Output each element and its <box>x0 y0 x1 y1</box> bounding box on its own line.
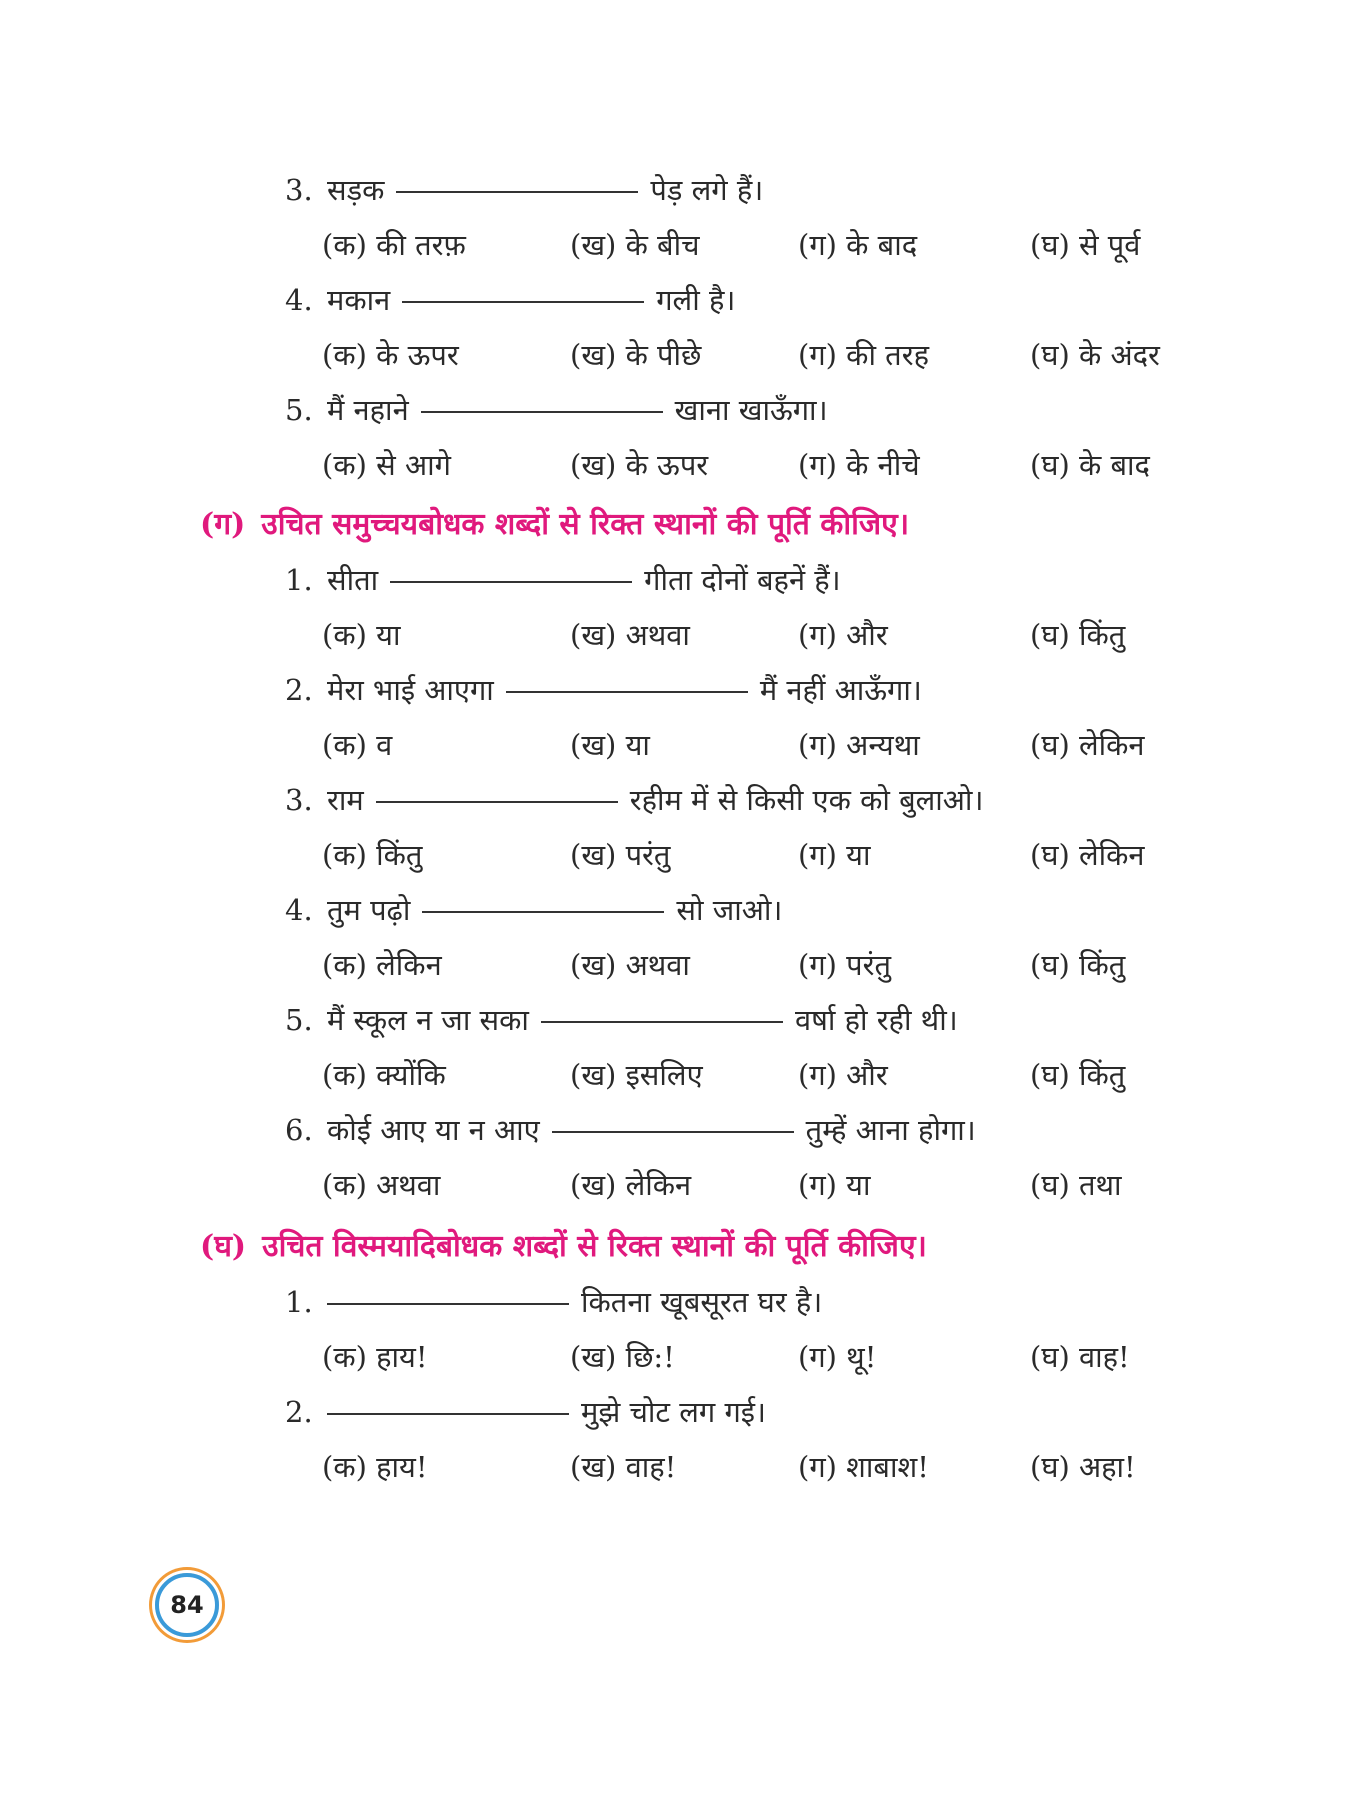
options-row <box>322 820 1222 870</box>
option-ga[interactable]: (ग) के नीचे <box>798 448 920 482</box>
page-number: 84 <box>170 1591 204 1619</box>
question-prefix: मेरा भाई आएगा <box>327 673 494 707</box>
question-row <box>285 155 763 205</box>
question-number: 5. <box>285 393 313 427</box>
question-prefix: मैं स्कूल न जा सका <box>327 1003 529 1037</box>
page-number-badge <box>155 1573 219 1637</box>
question-suffix: वर्षा हो रही थी। <box>794 1003 958 1037</box>
question-prefix: सड़क <box>327 173 385 207</box>
option-ga[interactable]: (ग) अन्यथा <box>798 728 920 762</box>
question-suffix: रहीम में से किसी एक को बुलाओ। <box>629 783 984 817</box>
option-ka[interactable]: (क) के ऊपर <box>322 338 459 372</box>
question-suffix: खाना खाऊँगा। <box>674 393 828 427</box>
answer-blank[interactable] <box>506 691 748 693</box>
option-ka[interactable]: (क) अथवा <box>322 1168 441 1202</box>
question-number: 4. <box>285 893 313 927</box>
question-prefix: सीता <box>327 563 379 597</box>
option-ka[interactable]: (क) या <box>322 618 401 652</box>
option-kha[interactable]: (ख) परंतु <box>570 838 671 872</box>
option-ga[interactable]: (ग) और <box>798 1058 888 1092</box>
option-kha[interactable]: (ख) अथवा <box>570 618 690 652</box>
question-prefix: कोई आए या न आए <box>327 1113 540 1147</box>
question-prefix: तुम पढ़ो <box>327 893 411 927</box>
option-ka[interactable]: (क) हाय! <box>322 1450 428 1484</box>
section-title: उचित समुच्चयबोधक शब्दों से रिक्त स्थानों की पूर्ति कीजिए। <box>261 507 910 542</box>
question-suffix: कितना खूबसूरत घर है। <box>581 1285 823 1319</box>
question-number: 3. <box>285 783 313 817</box>
question-prefix: मकान <box>327 283 391 317</box>
option-gha[interactable]: (घ) लेकिन <box>1030 728 1145 762</box>
question-row <box>285 765 983 815</box>
question-number: 1. <box>285 563 313 597</box>
option-gha[interactable]: (घ) लेकिन <box>1030 838 1145 872</box>
option-gha[interactable]: (घ) किंतु <box>1030 1058 1126 1092</box>
section-label: (घ) <box>200 1229 247 1264</box>
options-row <box>322 320 1222 370</box>
question-number: 6. <box>285 1113 313 1147</box>
option-kha[interactable]: (ख) वाह! <box>570 1450 677 1484</box>
question-row <box>285 265 735 315</box>
options-row <box>322 710 1222 760</box>
option-gha[interactable]: (घ) वाह! <box>1030 1340 1130 1374</box>
options-row <box>322 1432 1222 1482</box>
option-ga[interactable]: (ग) थू! <box>798 1340 877 1374</box>
option-ka[interactable]: (क) क्योंकि <box>322 1058 446 1092</box>
answer-blank[interactable] <box>390 581 632 583</box>
section-label: (ग) <box>200 507 246 542</box>
answer-blank[interactable] <box>376 801 618 803</box>
question-row <box>285 875 782 925</box>
option-ga[interactable]: (ग) या <box>798 1168 871 1202</box>
question-number: 2. <box>285 673 313 707</box>
answer-blank[interactable] <box>396 191 638 193</box>
option-ga[interactable]: (ग) या <box>798 838 871 872</box>
options-row <box>322 1040 1222 1090</box>
answer-blank[interactable] <box>327 1303 569 1305</box>
question-row <box>285 545 841 595</box>
option-kha[interactable]: (ख) के पीछे <box>570 338 702 372</box>
options-row <box>322 1322 1222 1372</box>
answer-blank[interactable] <box>327 1413 569 1415</box>
option-ka[interactable]: (क) किंतु <box>322 838 423 872</box>
question-prefix: मैं नहाने <box>327 393 409 427</box>
options-row <box>322 430 1222 480</box>
question-suffix: मैं नहीं आऊँगा। <box>759 673 922 707</box>
options-row <box>322 930 1222 980</box>
option-kha[interactable]: (ख) या <box>570 728 650 762</box>
answer-blank[interactable] <box>402 301 644 303</box>
answer-blank[interactable] <box>421 411 663 413</box>
options-row <box>322 1150 1222 1200</box>
question-suffix: गली है। <box>656 283 736 317</box>
question-suffix: गीता दोनों बहनें हैं। <box>644 563 841 597</box>
option-ka[interactable]: (क) की तरफ़ <box>322 228 466 262</box>
question-row <box>285 375 828 425</box>
options-row <box>322 210 1222 260</box>
question-suffix: पेड़ लगे हैं। <box>650 173 764 207</box>
answer-blank[interactable] <box>541 1021 783 1023</box>
option-kha[interactable]: (ख) के ऊपर <box>570 448 709 482</box>
question-row <box>285 985 958 1035</box>
option-kha[interactable]: (ख) छि:! <box>570 1340 675 1374</box>
option-gha[interactable]: (घ) अहा! <box>1030 1450 1136 1484</box>
option-ga[interactable]: (ग) की तरह <box>798 338 929 372</box>
answer-blank[interactable] <box>422 911 664 913</box>
option-gha[interactable]: (घ) के अंदर <box>1030 338 1160 372</box>
option-gha[interactable]: (घ) किंतु <box>1030 948 1126 982</box>
answer-blank[interactable] <box>552 1131 794 1133</box>
question-suffix: तुम्हें आना होगा। <box>805 1113 976 1147</box>
option-kha[interactable]: (ख) इसलिए <box>570 1058 703 1092</box>
question-row <box>285 1095 976 1145</box>
option-gha[interactable]: (घ) तथा <box>1030 1168 1122 1202</box>
question-number: 3. <box>285 173 313 207</box>
question-row <box>285 655 922 705</box>
question-suffix: मुझे चोट लग गई। <box>581 1395 767 1429</box>
option-kha[interactable]: (ख) अथवा <box>570 948 690 982</box>
question-row <box>285 1267 822 1317</box>
option-ga[interactable]: (ग) के बाद <box>798 228 918 262</box>
option-gha[interactable]: (घ) के बाद <box>1030 448 1150 482</box>
question-number: 4. <box>285 283 313 317</box>
option-ka[interactable]: (क) लेकिन <box>322 948 442 982</box>
option-kha[interactable]: (ख) लेकिन <box>570 1168 692 1202</box>
question-suffix: सो जाओ। <box>676 893 783 927</box>
section-title: उचित विस्मयादिबोधक शब्दों से रिक्त स्थानों की पूर्ति कीजिए। <box>262 1229 927 1264</box>
option-ka[interactable]: (क) से आगे <box>322 448 451 482</box>
section-heading-gh <box>200 1212 927 1262</box>
option-ga[interactable]: (ग) परंतु <box>798 948 892 982</box>
option-ka[interactable]: (क) हाय! <box>322 1340 428 1374</box>
options-row <box>322 600 1222 650</box>
option-ka[interactable]: (क) व <box>322 728 393 762</box>
question-number: 1. <box>285 1285 313 1319</box>
option-gha[interactable]: (घ) से पूर्व <box>1030 228 1141 262</box>
question-number: 2. <box>285 1395 313 1429</box>
question-prefix: राम <box>327 783 364 817</box>
option-ga[interactable]: (ग) शाबाश! <box>798 1450 929 1484</box>
section-heading-g <box>200 490 909 540</box>
option-ga[interactable]: (ग) और <box>798 618 888 652</box>
option-gha[interactable]: (घ) किंतु <box>1030 618 1126 652</box>
option-kha[interactable]: (ख) के बीच <box>570 228 700 262</box>
question-number: 5. <box>285 1003 313 1037</box>
question-row <box>285 1377 766 1427</box>
